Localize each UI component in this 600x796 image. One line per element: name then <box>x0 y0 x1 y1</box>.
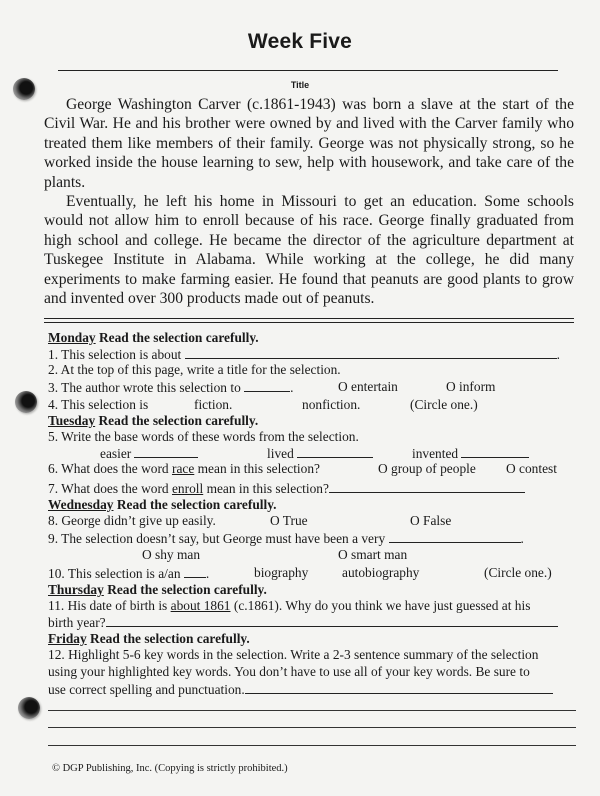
answer-line[interactable] <box>48 745 576 746</box>
passage-paragraph: George Washington Carver (c.1861-1943) was born a slave at the start of the Civil War. He and his brother were owned by and lived with the Carver family who treated them like members of their family. George was not physically strong, so he worked inside the house learning to sew, help with housework, and take care of the plants. <box>44 96 574 191</box>
answer-blank[interactable] <box>297 445 373 458</box>
wednesday-header <box>48 497 578 513</box>
question-2: 2. At the top of this page, write a title for the selection. <box>48 362 341 377</box>
day-label: Tuesday <box>48 413 96 428</box>
reading-passage <box>44 95 574 308</box>
section-divider <box>44 322 574 323</box>
question-12-line1: 12. Highlight 5-6 key words in the selection. Write a 2-3 sentence summary of the selection <box>48 647 539 662</box>
question-12-line3 <box>48 681 578 698</box>
option-nonfiction[interactable]: nonfiction. <box>302 397 361 412</box>
option-shy-man[interactable]: O shy man <box>142 547 201 562</box>
day-label: Thursday <box>48 582 104 597</box>
thursday-header <box>48 582 578 598</box>
passage-paragraph: Eventually, he left his home in Missouri to get an education. Some schools would not allow him to enroll because of his race. George finally graduated from high school and college. He became the director of the agriculture department at Tuskegee Institute in Alabama. While working at the college, he did many experiments to make farming easier. He found that peanuts are good plants to grow and invented over 300 products made out of peanuts. <box>44 193 574 308</box>
instruction: Read the selection carefully. <box>98 413 259 428</box>
period: . <box>205 566 210 581</box>
page-title: Week Five <box>247 30 353 53</box>
question-text: 10. This selection is a/an <box>48 566 181 581</box>
answer-blank[interactable] <box>106 614 558 627</box>
title-label: Title <box>290 80 310 90</box>
answer-line[interactable] <box>48 727 576 728</box>
period: . <box>520 531 524 546</box>
answer-blank[interactable] <box>461 445 529 458</box>
option-contest[interactable]: O contest <box>506 461 557 476</box>
question-text: 8. George didn’t give up easily. <box>48 513 216 528</box>
period: . <box>556 347 560 362</box>
instruction: Read the selection carefully. <box>116 497 277 512</box>
option-fiction[interactable]: fiction. <box>194 397 233 412</box>
day-label: Wednesday <box>48 497 114 512</box>
question-text: birth year? <box>48 615 106 630</box>
question-text: 7. What does the word <box>48 481 169 496</box>
answer-blank[interactable] <box>245 681 553 694</box>
circle-one-note: (Circle one.) <box>410 397 478 412</box>
underlined-phrase: about 1861 <box>170 598 231 613</box>
option-entertain[interactable]: O entertain <box>338 379 398 394</box>
tuesday-header <box>48 413 578 429</box>
question-5: 5. Write the base words of these words from the selection. <box>48 429 359 444</box>
question-text: 3. The author wrote this selection to <box>48 380 241 395</box>
binder-hole <box>15 391 37 413</box>
answer-blank[interactable] <box>185 346 557 359</box>
question-text: use correct spelling and punctuation. <box>48 682 245 697</box>
question-text: 6. What does the word <box>48 461 169 476</box>
question-7 <box>48 480 578 497</box>
question-8 <box>48 513 578 529</box>
question-6 <box>48 461 578 477</box>
question-12-line2: using your highlighted key words. You don’t have to use all of your key words. Be sure to <box>48 664 530 679</box>
word-easier <box>100 445 198 462</box>
option-false[interactable]: O False <box>410 513 452 528</box>
question-10 <box>48 565 578 582</box>
day-label: Friday <box>48 631 87 646</box>
period: . <box>290 380 294 395</box>
word-lived <box>267 445 373 462</box>
question-text: 4. This selection is <box>48 397 149 412</box>
question-text: mean in this selection? <box>197 461 320 476</box>
question-9 <box>48 530 578 547</box>
answer-blank[interactable] <box>329 480 525 493</box>
option-true[interactable]: O True <box>270 513 308 528</box>
answer-blank[interactable] <box>134 445 198 458</box>
instruction: Read the selection carefully. <box>90 631 250 646</box>
question-text: (c.1861). Why do you think we have just guessed at his <box>233 598 531 613</box>
title-answer-line <box>58 70 558 71</box>
word: invented <box>412 446 459 461</box>
option-group-of-people[interactable]: O group of people <box>378 461 476 476</box>
option-inform[interactable]: O inform <box>446 379 496 394</box>
question-text: 1. This selection is about <box>48 347 182 362</box>
answer-blank[interactable] <box>184 565 206 578</box>
option-biography[interactable]: biography <box>254 565 309 580</box>
binder-hole <box>18 697 40 719</box>
instruction: Read the selection carefully. <box>98 330 259 345</box>
option-autobiography[interactable]: autobiography <box>342 565 420 580</box>
vocab-word: race <box>171 461 195 476</box>
word: easier <box>100 446 132 461</box>
answer-line[interactable] <box>48 710 576 711</box>
answer-blank[interactable] <box>389 530 521 543</box>
monday-header <box>48 330 578 346</box>
section-divider <box>44 318 574 319</box>
question-11-line2 <box>48 614 578 631</box>
option-smart-man[interactable]: O smart man <box>338 547 408 562</box>
question-text: 9. The selection doesn’t say, but George must have been a very <box>48 531 386 546</box>
answer-blank[interactable] <box>244 379 290 392</box>
circle-one-note: (Circle one.) <box>484 565 552 580</box>
word-invented <box>412 445 529 462</box>
instruction: Read the selection carefully. <box>107 582 267 597</box>
question-text: 11. His date of birth is <box>48 598 168 613</box>
question-11 <box>48 598 578 614</box>
friday-header <box>48 631 578 647</box>
question-text: mean in this selection? <box>206 481 329 496</box>
question-4 <box>48 397 578 413</box>
word: lived <box>267 446 294 461</box>
vocab-word: enroll <box>171 481 204 496</box>
day-label: Monday <box>48 330 96 345</box>
copyright-footer: © DGP Publishing, Inc. (Copying is strictly prohibited.) <box>52 763 288 774</box>
question-1 <box>48 346 578 363</box>
question-3 <box>48 379 578 396</box>
